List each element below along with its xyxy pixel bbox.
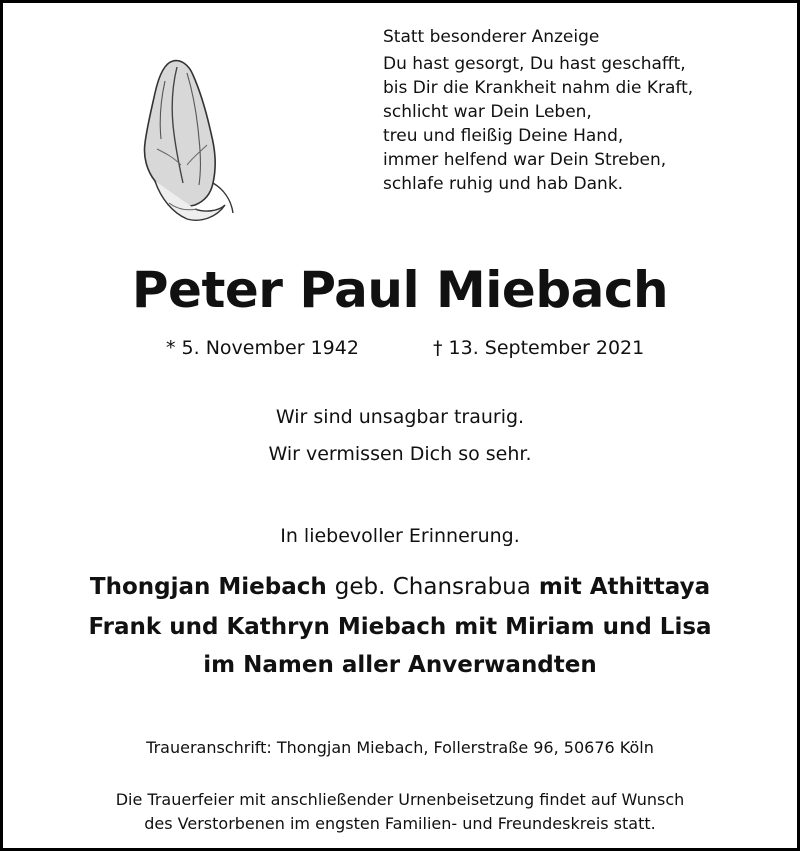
poem-line: immer helfend war Dein Streben,	[383, 150, 667, 170]
family-line-2: Frank und Kathryn Miebach mit Miriam und Lisa	[88, 614, 712, 640]
maiden-name: geb. Chansrabua	[334, 574, 531, 600]
birth-date: * 5. November 1942	[166, 337, 359, 359]
widow-name: Thongjan Miebach	[89, 574, 327, 600]
poem-line: schlafe ruhig und hab Dank.	[383, 174, 624, 194]
poem-line: schlicht war Dein Leben,	[383, 102, 592, 122]
poem-line: treu und fleißig Deine Hand,	[383, 126, 624, 146]
family-line-1	[3, 574, 797, 600]
mourning-address: Traueranschrift: Thongjan Miebach, Follerstraße 96, 50676 Köln	[146, 738, 654, 757]
miss-line: Wir vermissen Dich so sehr.	[268, 443, 532, 465]
ceremony-line-2: des Verstorbenen im engsten Familien- und Freundeskreis statt.	[144, 814, 656, 833]
poem	[383, 52, 693, 196]
poem-line: Du hast gesorgt, Du hast geschafft,	[383, 54, 686, 74]
poem-line: bis Dir die Krankheit nahm die Kraft,	[383, 78, 694, 98]
family-line-3: im Namen aller Anverwandten	[203, 652, 597, 678]
intro-text: Statt besonderer Anzeige	[383, 27, 600, 47]
deceased-name: Peter Paul Miebach	[131, 261, 669, 319]
ceremony-line-1: Die Trauerfeier mit anschließender Urnenbeisetzung findet auf Wunsch	[115, 790, 685, 809]
grief-line: Wir sind unsagbar traurig.	[275, 406, 525, 428]
memory-line: In liebevoller Erinnerung.	[280, 525, 520, 547]
death-date: † 13. September 2021	[433, 337, 645, 359]
family-with: mit Athittaya	[538, 574, 711, 600]
praying-hands-icon	[121, 53, 241, 223]
